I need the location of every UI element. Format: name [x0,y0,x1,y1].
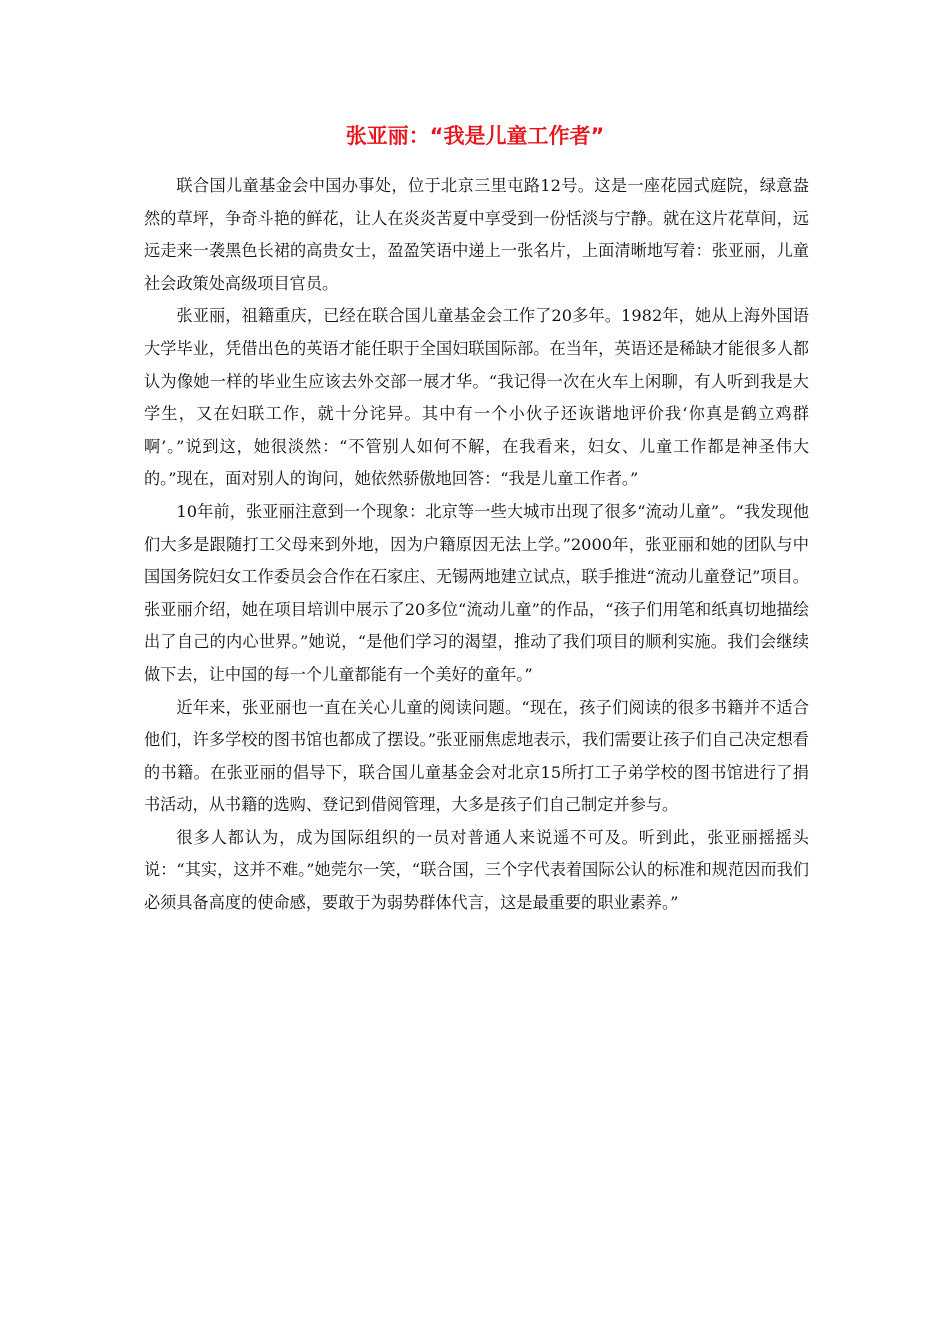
paragraph: 很多人都认为，成为国际组织的一员对普通人来说遥不可及。听到此，张亚丽摇摇头说：“其实，这并不难。”她莞尔一笑，“联合国，三个字代表着国际公认的标准和规范因而我们必须具备高度的使命感，要敢于为弱势群体代言，这是最重要的职业素养。” [144,827,809,913]
document-title: 张亚丽：“我是儿童工作者” [345,124,605,148]
paragraph: 近年来，张亚丽也一直在关心儿童的阅读问题。“现在，孩子们阅读的很多书籍并不适合他们，许多学校的图书馆也都成了摆设。”张亚丽焦虑地表示，我们需要让孩子们自己决定想看的书籍。在张亚丽的倡导下，联合国儿童基金会对北京15所打工子弟学校的图书馆进行了捐书活动，从书籍的选购、登记到借阅管理，大多是孩子们自己制定并参与。 [144,697,809,815]
paragraph: 10年前，张亚丽注意到一个现象：北京等一些大城市出现了很多“流动儿童”。“我发现他们大多是跟随打工父母来到外地，因为户籍原因无法上学。”2000年，张亚丽和她的团队与中国国务院妇女工作委员会合作在石家庄、无锡两地建立试点，联手推进“流动儿童登记”项目。张亚丽介绍，她在项目培训中展示了20多位“流动儿童”的作品，“孩子们用笔和纸真切地描绘出了自己的内心世界。”她说，“是他们学习的渴望，推动了我们项目的顺利实施。我们会继续做下去，让中国的每一个儿童都能有一个美好的童年。” [144,501,809,684]
paragraph: 张亚丽，祖籍重庆，已经在联合国儿童基金会工作了20多年。1982年，她从上海外国语大学毕业，凭借出色的英语才能任职于全国妇联国际部。在当年，英语还是稀缺才能很多人都认为像她一样的毕业生应该去外交部一展才华。“我记得一次在火车上闲聊，有人听到我是大学生，又在妇联工作，就十分诧异。其中有一个小伙子还诙谐地评价我‘你真是鹤立鸡群啊’。”说到这，她很淡然：“不管别人如何不解，在我看来，妇女、儿童工作都是神圣伟大的。”现在，面对别人的询问，她依然骄傲地回答：“我是儿童工作者。” [144,306,809,489]
paragraph: 联合国儿童基金会中国办事处，位于北京三里屯路12号。这是一座花园式庭院，绿意盎然的草坪，争奇斗艳的鲜花，让人在炎炎苦夏中享受到一份恬淡与宁静。就在这片花草间，远远走来一袭黑色长裙的高贵女士，盈盈笑语中递上一张名片，上面清晰地写着：张亚丽，儿童社会政策处高级项目官员。 [144,176,809,293]
article-body [144,170,809,920]
